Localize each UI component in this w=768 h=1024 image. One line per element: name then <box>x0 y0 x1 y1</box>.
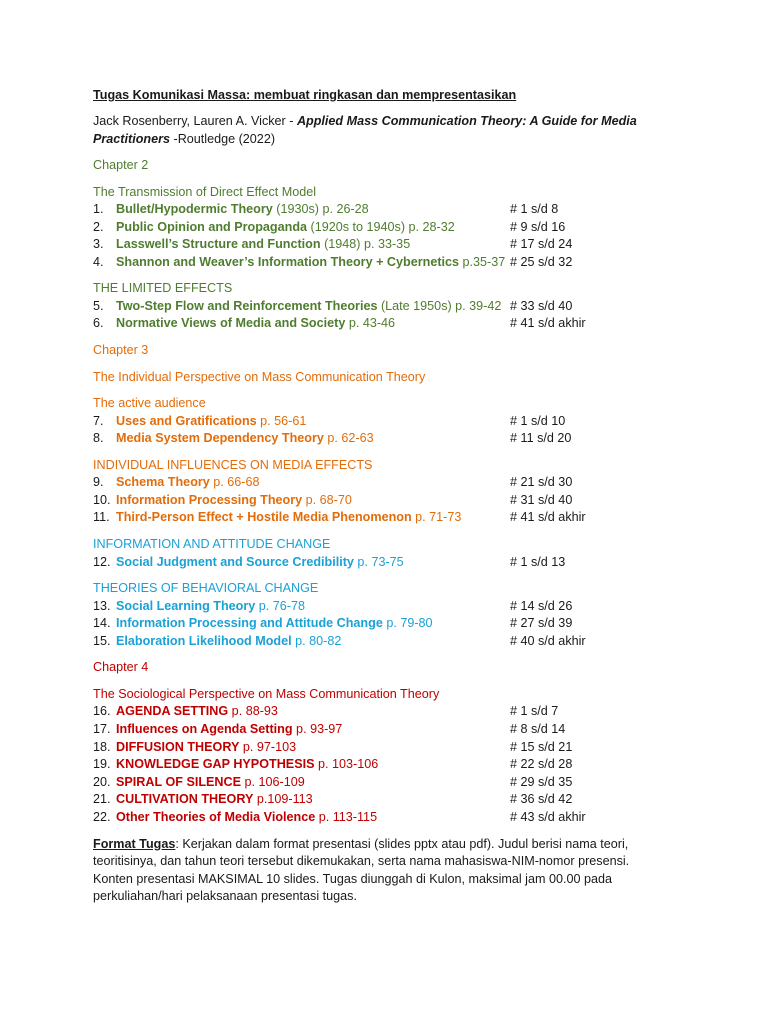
book-title: Applied Mass Communication Theory: A Guide for Media Practitioners <box>93 114 637 146</box>
chapter-4-heading: Chapter 4 <box>93 660 149 675</box>
item-text <box>116 430 374 448</box>
chapter-2-section-title: The Transmission of Direct Effect Model <box>93 184 317 199</box>
assignment-range: # 14 s/d 26 <box>510 598 573 613</box>
theory-list-item <box>93 633 663 651</box>
theory-list-item <box>93 739 663 757</box>
format-line-1: : Kerjakan dalam format presentasi (slides pptx atau pdf). Judul berisi nama teori, <box>175 836 629 851</box>
theory-name: Other Theories of Media Violence <box>116 809 316 824</box>
theory-name: Public Opinion and Propaganda <box>116 219 308 234</box>
item-number: 17. <box>93 722 111 736</box>
theory-name: Schema Theory <box>116 475 210 490</box>
item-text <box>116 615 433 633</box>
item-number: 8. <box>93 431 104 446</box>
item-number: 16. <box>93 704 111 719</box>
assignment-range: # 36 s/d 42 <box>510 792 573 807</box>
behavioral-change-list <box>93 598 663 651</box>
item-number: 12. <box>93 554 111 569</box>
behavioral-change-heading: THEORIES OF BEHAVIORAL CHANGE <box>93 581 319 596</box>
assignment-range: # 1 s/d 10 <box>510 413 566 428</box>
attitude-change-list <box>93 554 663 572</box>
format-line-2: teoritisinya, dan tahun teori tersebut dikemukakan, serta nama mahasiswa-NIM-nomor presensi. <box>93 854 630 869</box>
chapter-4-group <box>93 686 663 827</box>
chapter-3-group-active-audience <box>93 395 663 448</box>
theory-pages: (Late 1950s) p. 39-42 <box>377 298 502 313</box>
item-text <box>116 791 313 809</box>
theory-pages: p.109-113 <box>253 792 313 807</box>
assignment-range: # 1 s/d 13 <box>510 554 566 569</box>
item-text <box>116 254 505 272</box>
format-instructions <box>93 836 663 906</box>
theory-name: Social Judgment and Source Credibility <box>116 554 354 569</box>
theory-pages: p. 71-73 <box>411 510 462 525</box>
theory-name: CULTIVATION THEORY <box>116 792 254 807</box>
item-number: 13. <box>93 598 111 613</box>
item-number: 18. <box>93 739 111 754</box>
theory-name: Elaboration Likelihood Model <box>116 633 292 648</box>
theory-pages: p. 68-70 <box>302 492 352 507</box>
theory-name: Two-Step Flow and Reinforcement Theories <box>116 298 378 313</box>
theory-list-item <box>93 721 663 739</box>
theory-name: KNOWLEDGE GAP HYPOTHESIS <box>116 757 315 772</box>
item-number: 20. <box>93 774 111 789</box>
item-number: 3. <box>93 237 104 252</box>
item-text <box>116 298 501 316</box>
assignment-range: # 33 s/d 40 <box>510 298 573 313</box>
item-number: 6. <box>93 316 104 331</box>
theory-pages: p. 103-106 <box>314 757 379 772</box>
theory-name: Influences on Agenda Setting <box>116 722 293 736</box>
theory-name: SPIRAL OF SILENCE <box>116 774 242 789</box>
item-text <box>116 509 461 527</box>
theory-name: Lasswell’s Structure and Function <box>116 237 321 252</box>
chapter-3-section-title: The Individual Perspective on Mass Communication Theory <box>93 369 426 384</box>
theory-name: AGENDA SETTING <box>116 704 229 719</box>
theory-list-item <box>93 413 663 431</box>
item-text <box>116 739 296 757</box>
item-text <box>116 492 352 510</box>
theory-pages: p. 88-93 <box>228 704 278 719</box>
theory-pages: p. 66-68 <box>209 475 260 490</box>
individual-influences-list <box>93 474 663 527</box>
assignment-range: # 1 s/d 8 <box>510 202 559 216</box>
assignment-range: # 41 s/d akhir <box>510 510 586 525</box>
item-number: 4. <box>93 254 104 269</box>
assignment-range: # 25 s/d 32 <box>510 254 573 269</box>
theory-pages: p. 93-97 <box>292 722 343 736</box>
assignment-range: # 27 s/d 39 <box>510 616 573 631</box>
assignment-range: # 9 s/d 16 <box>510 219 566 234</box>
item-text <box>116 474 260 492</box>
theory-list-item <box>93 201 663 219</box>
item-text <box>116 236 410 254</box>
assignment-range: # 15 s/d 21 <box>510 739 573 754</box>
assignment-range: # 29 s/d 35 <box>510 774 573 789</box>
chapter-2-heading: Chapter 2 <box>93 158 149 172</box>
item-text <box>116 315 395 333</box>
item-number: 1. <box>93 202 104 216</box>
theory-name: Third-Person Effect + Hostile Media Phenomenon <box>116 510 412 525</box>
format-line-3: Konten presentasi MAKSIMAL 10 slides. Tugas diunggah di Kulon, maksimal jam 00.00 pada <box>93 871 612 886</box>
book-reference <box>93 113 663 148</box>
item-text <box>116 774 305 792</box>
theory-pages: p. 80-82 <box>291 633 342 648</box>
theory-list-item <box>93 756 663 774</box>
chapter-2-list <box>93 201 663 271</box>
item-text <box>116 554 404 572</box>
theory-name: Uses and Gratifications <box>116 413 257 428</box>
chapter-3-group-attitude-change <box>93 536 663 571</box>
theory-list-item <box>93 315 663 333</box>
item-text <box>116 201 369 219</box>
assignment-range: # 31 s/d 40 <box>510 492 573 507</box>
item-number: 10. <box>93 492 111 507</box>
theory-list-item <box>93 598 663 616</box>
item-text <box>116 756 378 774</box>
active-audience-list <box>93 413 663 448</box>
chapter-2-limited-effects-group <box>93 280 663 333</box>
document-content <box>93 87 663 906</box>
attitude-change-heading: INFORMATION AND ATTITUDE CHANGE <box>93 537 331 552</box>
item-text <box>116 633 341 651</box>
item-number: 15. <box>93 633 111 648</box>
theory-pages: p. 76-78 <box>255 598 305 613</box>
theory-pages: p. 62-63 <box>323 431 374 446</box>
item-text <box>116 598 305 616</box>
theory-list-item <box>93 615 663 633</box>
theory-pages: p. 79-80 <box>382 616 433 631</box>
theory-pages: (1948) p. 33-35 <box>320 237 411 252</box>
chapter-2-direct-effect-group <box>93 184 663 272</box>
assignment-range: # 43 s/d akhir <box>510 809 586 824</box>
theory-name: Bullet/Hypodermic Theory <box>116 202 273 216</box>
theory-list-item <box>93 509 663 527</box>
item-text <box>116 413 306 431</box>
theory-list-item <box>93 492 663 510</box>
theory-list-item <box>93 254 663 272</box>
item-number: 19. <box>93 757 111 772</box>
theory-list-item <box>93 791 663 809</box>
chapter-4-list <box>93 703 663 826</box>
theory-list-item <box>93 703 663 721</box>
theory-pages: (1930s) p. 26-28 <box>272 202 369 216</box>
theory-list-item <box>93 774 663 792</box>
assignment-range: # 17 s/d 24 <box>510 237 573 252</box>
assignment-range: # 8 s/d 14 <box>510 722 566 736</box>
theory-name: Social Learning Theory <box>116 598 256 613</box>
theory-list-item <box>93 430 663 448</box>
assignment-range: # 1 s/d 7 <box>510 704 559 719</box>
item-number: 9. <box>93 475 104 490</box>
item-text <box>116 703 278 721</box>
assignment-range: # 21 s/d 30 <box>510 475 573 490</box>
theory-pages: p. 113-115 <box>315 809 378 824</box>
item-number: 11. <box>93 510 110 525</box>
theory-list-item <box>93 554 663 572</box>
limited-effects-list <box>93 298 663 333</box>
assignment-range: # 40 s/d akhir <box>510 633 586 648</box>
item-number: 7. <box>93 413 104 428</box>
book-authors: Jack Rosenberry, Lauren A. Vicker - <box>93 114 297 128</box>
theory-list-item <box>93 236 663 254</box>
theory-name: Shannon and Weaver’s Information Theory + Cybernetics <box>116 254 460 269</box>
assignment-range: # 41 s/d akhir <box>510 316 586 331</box>
theory-pages: (1920s to 1940s) p. 28-32 <box>307 219 455 234</box>
chapter-3-heading: Chapter 3 <box>93 343 149 358</box>
item-number: 22. <box>93 809 111 824</box>
theory-name: DIFFUSION THEORY <box>116 739 240 754</box>
theory-list-item <box>93 219 663 237</box>
theory-pages: p.35-37 <box>459 254 506 269</box>
theory-pages: p. 43-46 <box>345 316 396 331</box>
item-number: 5. <box>93 298 104 313</box>
item-text <box>116 219 455 237</box>
chapter-3-group-behavioral-change <box>93 580 663 650</box>
theory-name: Media System Dependency Theory <box>116 431 324 446</box>
theory-name: Normative Views of Media and Society <box>116 316 346 331</box>
theory-list-item <box>93 298 663 316</box>
assignment-range: # 22 s/d 28 <box>510 757 573 772</box>
chapter-4-section-title: The Sociological Perspective on Mass Communication Theory <box>93 686 440 701</box>
chapter-3-group-individual-influences <box>93 457 663 527</box>
format-label: Format Tugas <box>93 836 176 851</box>
theory-pages: p. 97-103 <box>239 739 297 754</box>
assignment-title: Tugas Komunikasi Massa: membuat ringkasan dan mempresentasikan <box>93 88 517 102</box>
item-text <box>116 809 377 827</box>
format-line-4: perkuliahan/hari pelaksanaan presentasi tugas. <box>93 889 357 904</box>
item-number: 2. <box>93 219 104 234</box>
active-audience-heading: The active audience <box>93 396 206 411</box>
theory-list-item <box>93 809 663 827</box>
item-number: 14. <box>93 616 111 631</box>
limited-effects-heading: THE LIMITED EFFECTS <box>93 281 233 296</box>
theory-list-item <box>93 474 663 492</box>
theory-pages: p. 56-61 <box>256 413 307 428</box>
theory-name: Information Processing Theory <box>116 492 303 507</box>
individual-influences-heading: INDIVIDUAL INFLUENCES ON MEDIA EFFECTS <box>93 457 373 472</box>
theory-pages: p. 73-75 <box>353 554 404 569</box>
assignment-range: # 11 s/d 20 <box>510 431 572 446</box>
item-text <box>116 721 342 739</box>
book-publisher: -Routledge (2022) <box>170 131 276 146</box>
theory-pages: p. 106-109 <box>241 774 305 789</box>
theory-name: Information Processing and Attitude Change <box>116 616 383 631</box>
item-number: 21. <box>93 792 111 807</box>
